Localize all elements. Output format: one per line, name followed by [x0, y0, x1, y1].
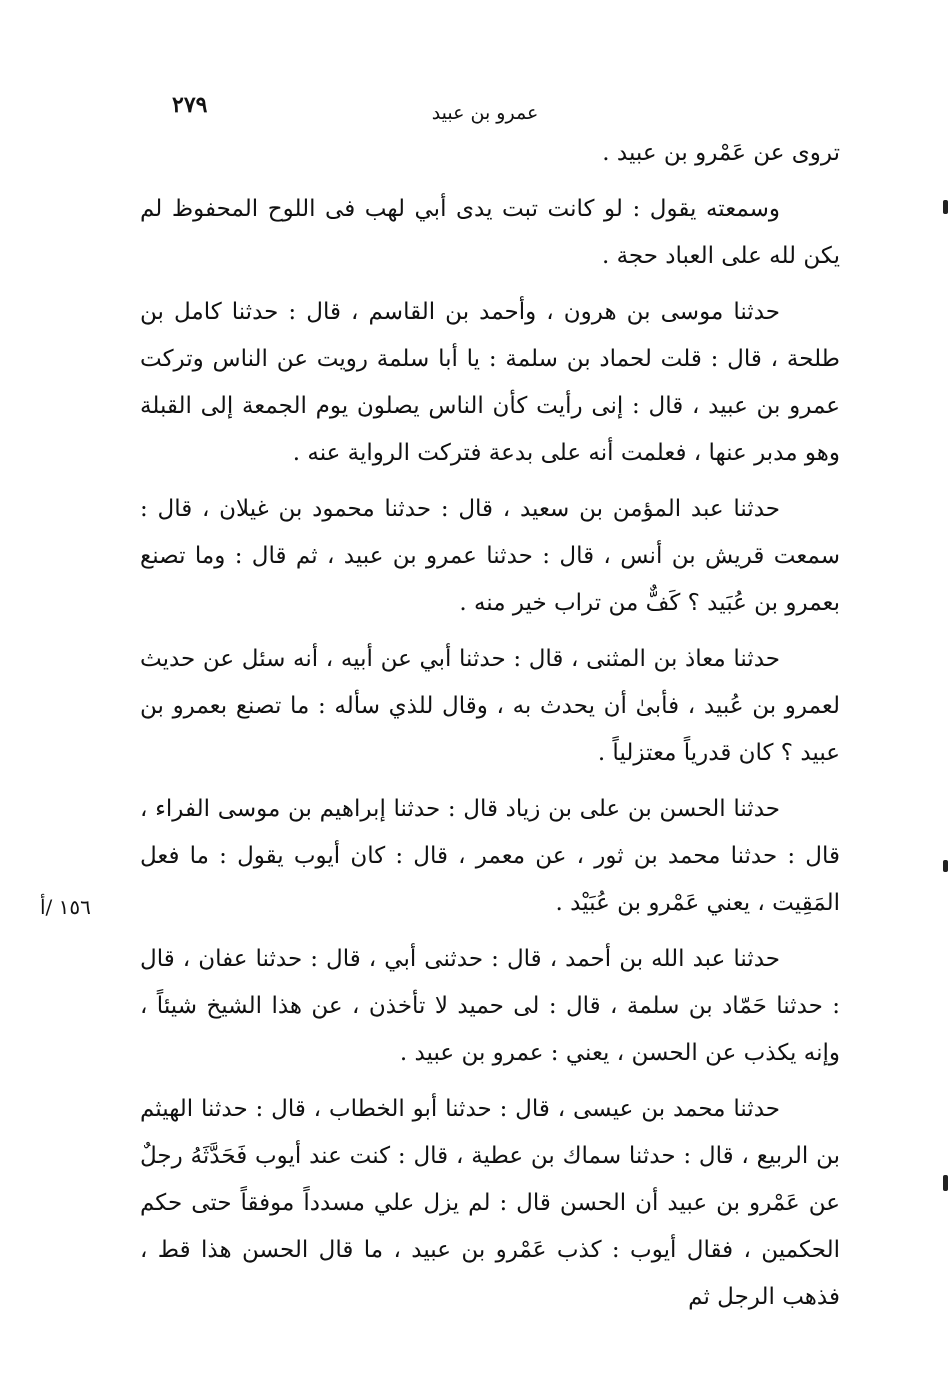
- margin-folio-note: ١٥٦ /أ: [40, 895, 91, 919]
- edge-mark: [943, 860, 948, 872]
- paragraph: تروى عن عَمْرو بن عبيد .: [602, 140, 840, 166]
- paragraph: حدثنا عبد المؤمن بن سعيد ، قال : حدثنا محمود بن غيلان ، قال : سمعت قريش بن أنس ، قال : حدثنا عمرو بن عبيد ، ثم قال : وما تصنع بعمرو بن عُبَيد ؟ كَفٌّ من تراب خير منه .: [140, 496, 840, 616]
- paragraph: حدثنا معاذ بن المثنى ، قال : حدثنا أبي عن أبيه ، أنه سئل عن حديث لعمرو بن عُبيد ، فأبىٰ أن يحدث به ، وقال للذي سأله : ما تصنع بعمرو بن عبيد ؟ كان قدرياً معتزلياً .: [140, 646, 840, 766]
- page-number: ٢٧٩: [172, 92, 208, 118]
- paragraph: حدثنا عبد الله بن أحمد ، قال : حدثنى أبي ، قال : حدثنا عفان ، قال : حدثنا حَمّاد بن سلمة ، قال : لى حميد لا تأخذن ، عن هذا الشيخ شيئاً ، وإنه يكذب عن الحسن ، يعني : عمرو بن عبيد .: [140, 946, 840, 1066]
- paragraph: حدثنا الحسن بن على بن زياد قال : حدثنا إبراهيم بن موسى الفراء ، قال : حدثنا محمد بن ثور ، عن معمر ، قال : كان أيوب يقول : ما فعل المَقِيت ، يعني عَمْرو بن عُبَيْد .: [140, 796, 840, 916]
- paragraph: حدثنا محمد بن عيسى ، قال : حدثنا أبو الخطاب ، قال : حدثنا الهيثم بن الربيع ، قال : حدثنا سماك بن عطية ، قال : كنت عند أيوب فَحَدَّثَهُ رجلٌ عن عَمْرو بن عبيد أن الحسن قال : لم يزل علي مسدداً موفقاً حتى حكم الحكمين ، فقال أيوب : كذب عَمْرو بن عبيد ، ما قال الحسن هذا قط ، فذهب الرجل ثم: [140, 1096, 840, 1310]
- paragraph: حدثنا موسى بن هرون ، وأحمد بن القاسم ، قال : حدثنا كامل بن طلحة ، قال : قلت لحماد بن سلمة : يا أبا سلمة رويت عن الناس وتركت عمرو بن عبيد ، قال : إنى رأيت كأن الناس يصلون يوم الجمعة إلى القبلة وهو مدبر عنها ، فعلمت أنه على بدعة فتركت الرواية عنه .: [140, 299, 840, 466]
- paragraph: وسمعته يقول : لو كانت تبت يدى أبي لهب فى اللوح المحفوظ لم يكن لله على العباد حجة .: [140, 196, 840, 269]
- edge-mark: [943, 200, 948, 214]
- running-header: عمرو بن عبيد: [431, 102, 539, 124]
- edge-mark: [943, 1175, 948, 1191]
- body-text: [140, 130, 840, 1330]
